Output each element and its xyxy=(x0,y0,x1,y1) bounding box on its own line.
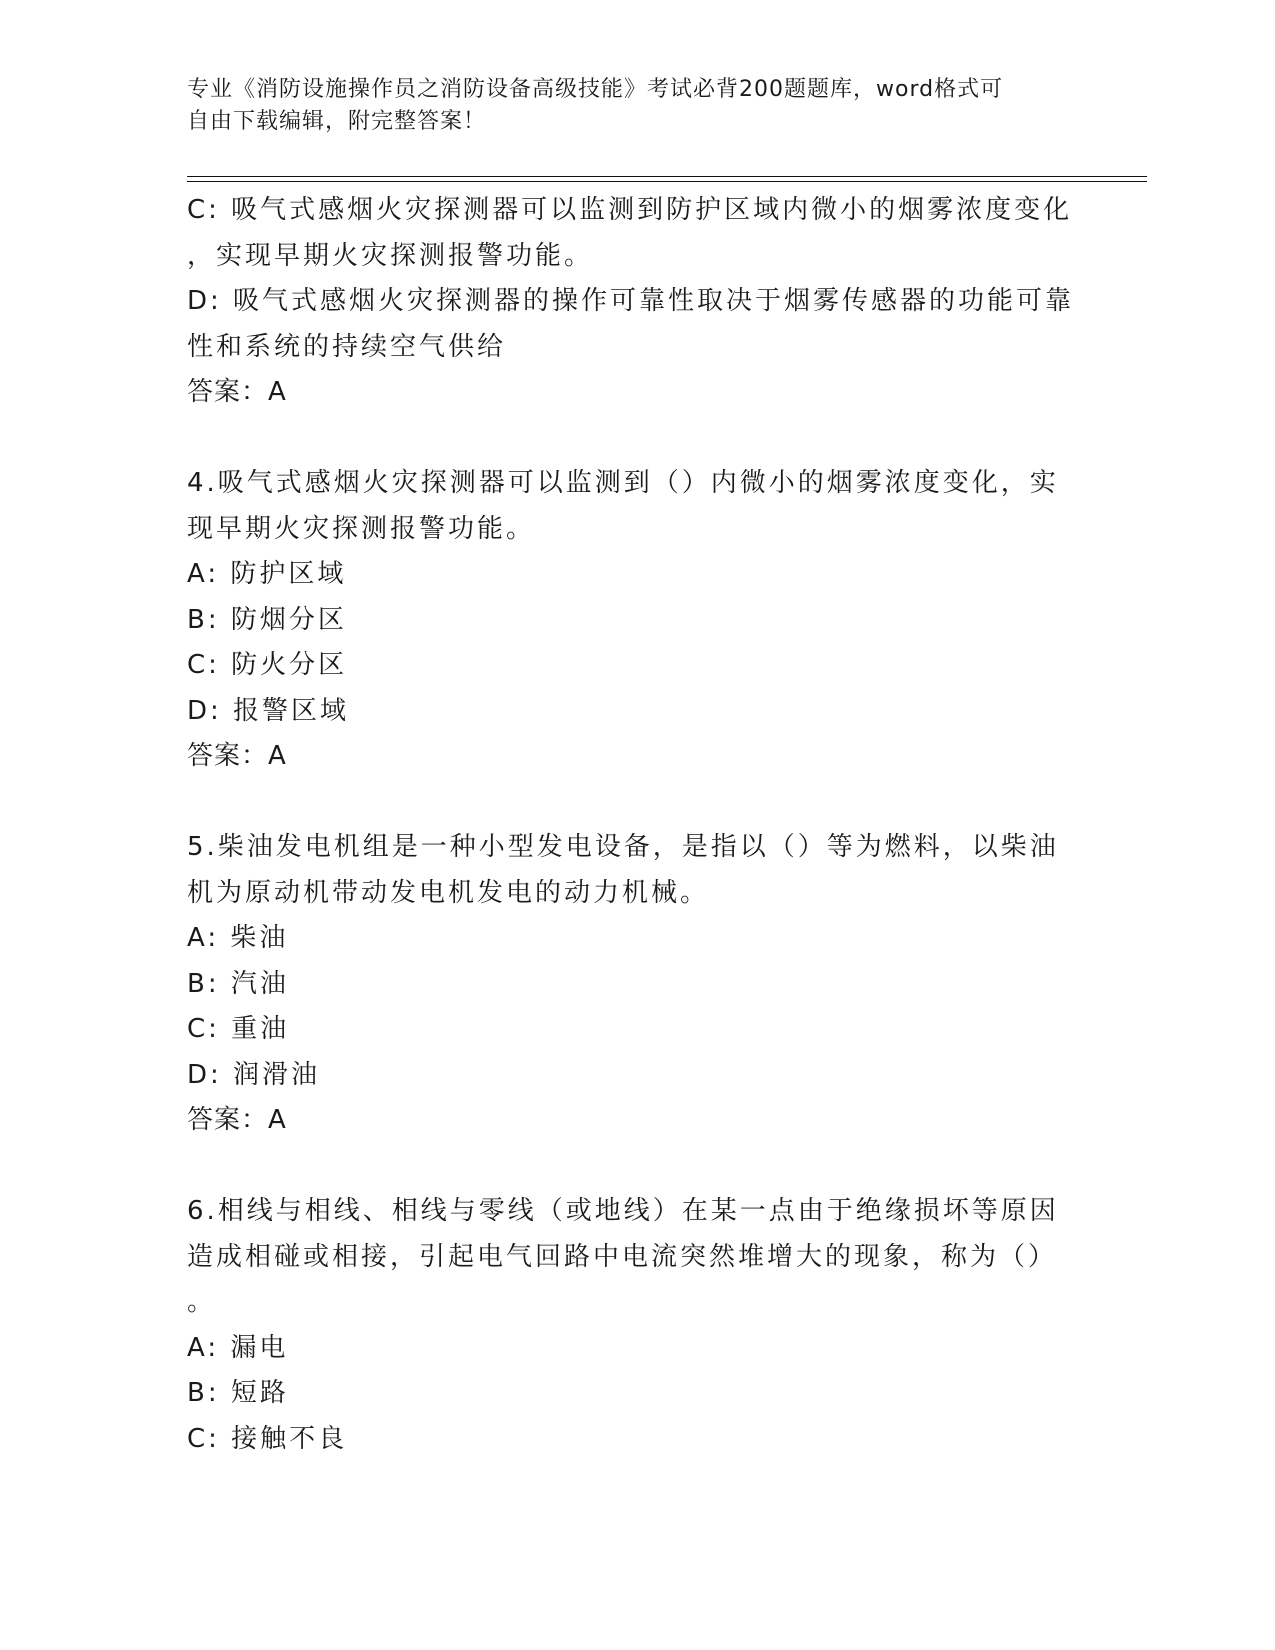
answer: 答案：A xyxy=(187,741,287,771)
question-stem-line-3: 。 xyxy=(187,1287,217,1317)
question-5 xyxy=(187,825,1077,1144)
option-c-line-1: C: 吸气式感烟火灾探测器可以监测到防护区域内微小的烟雾浓度变化 xyxy=(187,195,1073,225)
answer: 答案：A xyxy=(187,1105,287,1135)
option-b: B: 短路 xyxy=(187,1378,289,1408)
option-b: B: 汽油 xyxy=(187,968,289,999)
question-stem-line-2: 机为原动机带动发电机发电的动力机械。 xyxy=(187,877,710,908)
question-continued xyxy=(187,188,1077,416)
question-body xyxy=(187,188,1077,1462)
header-divider-bottom xyxy=(187,181,1147,182)
question-6 xyxy=(187,1189,1077,1462)
question-4 xyxy=(187,461,1077,780)
answer: 答案：A xyxy=(187,377,287,407)
question-stem-line-1: 5.柴油发电机组是一种小型发电设备，是指以（）等为燃料，以柴油 xyxy=(187,832,1059,862)
option-d: D: 报警区域 xyxy=(187,695,350,726)
option-d-line-2: 性和系统的持续空气供给 xyxy=(187,331,507,362)
spacer xyxy=(187,1144,1077,1190)
option-d-line-1: D: 吸气式感烟火灾探测器的操作可靠性取决于烟雾传感器的功能可靠 xyxy=(187,286,1075,316)
question-stem-line-2: 现早期火灾探测报警功能。 xyxy=(187,513,536,544)
header-line-2: 自由下载编辑，附完整答案！ xyxy=(187,109,487,134)
question-stem-line-1: 4.吸气式感烟火灾探测器可以监测到（）内微小的烟雾浓度变化，实 xyxy=(187,468,1059,498)
option-a: A: 漏电 xyxy=(187,1332,289,1363)
option-c: C: 防火分区 xyxy=(187,650,348,680)
option-c-line-2: ，实现早期火灾探测报警功能。 xyxy=(187,240,594,271)
option-c: C: 接触不良 xyxy=(187,1423,348,1454)
spacer xyxy=(187,416,1077,462)
option-d: D: 润滑油 xyxy=(187,1059,321,1090)
page-header xyxy=(187,74,1067,138)
option-a: A: 柴油 xyxy=(187,923,289,953)
question-stem-line-2: 造成相碰或相接，引起电气回路中电流突然堆增大的现象，称为（） xyxy=(187,1241,1058,1272)
option-a: A: 防护区域 xyxy=(187,559,347,589)
option-b: B: 防烟分区 xyxy=(187,604,347,635)
spacer xyxy=(187,780,1077,826)
option-c: C: 重油 xyxy=(187,1014,290,1044)
question-stem-line-1: 6.相线与相线、相线与零线（或地线）在某一点由于绝缘损坏等原因 xyxy=(187,1196,1059,1226)
header-line-1: 专业《消防设施操作员之消防设备高级技能》考试必背200题题库，word格式可 xyxy=(187,77,1004,102)
header-divider-top xyxy=(187,176,1147,177)
